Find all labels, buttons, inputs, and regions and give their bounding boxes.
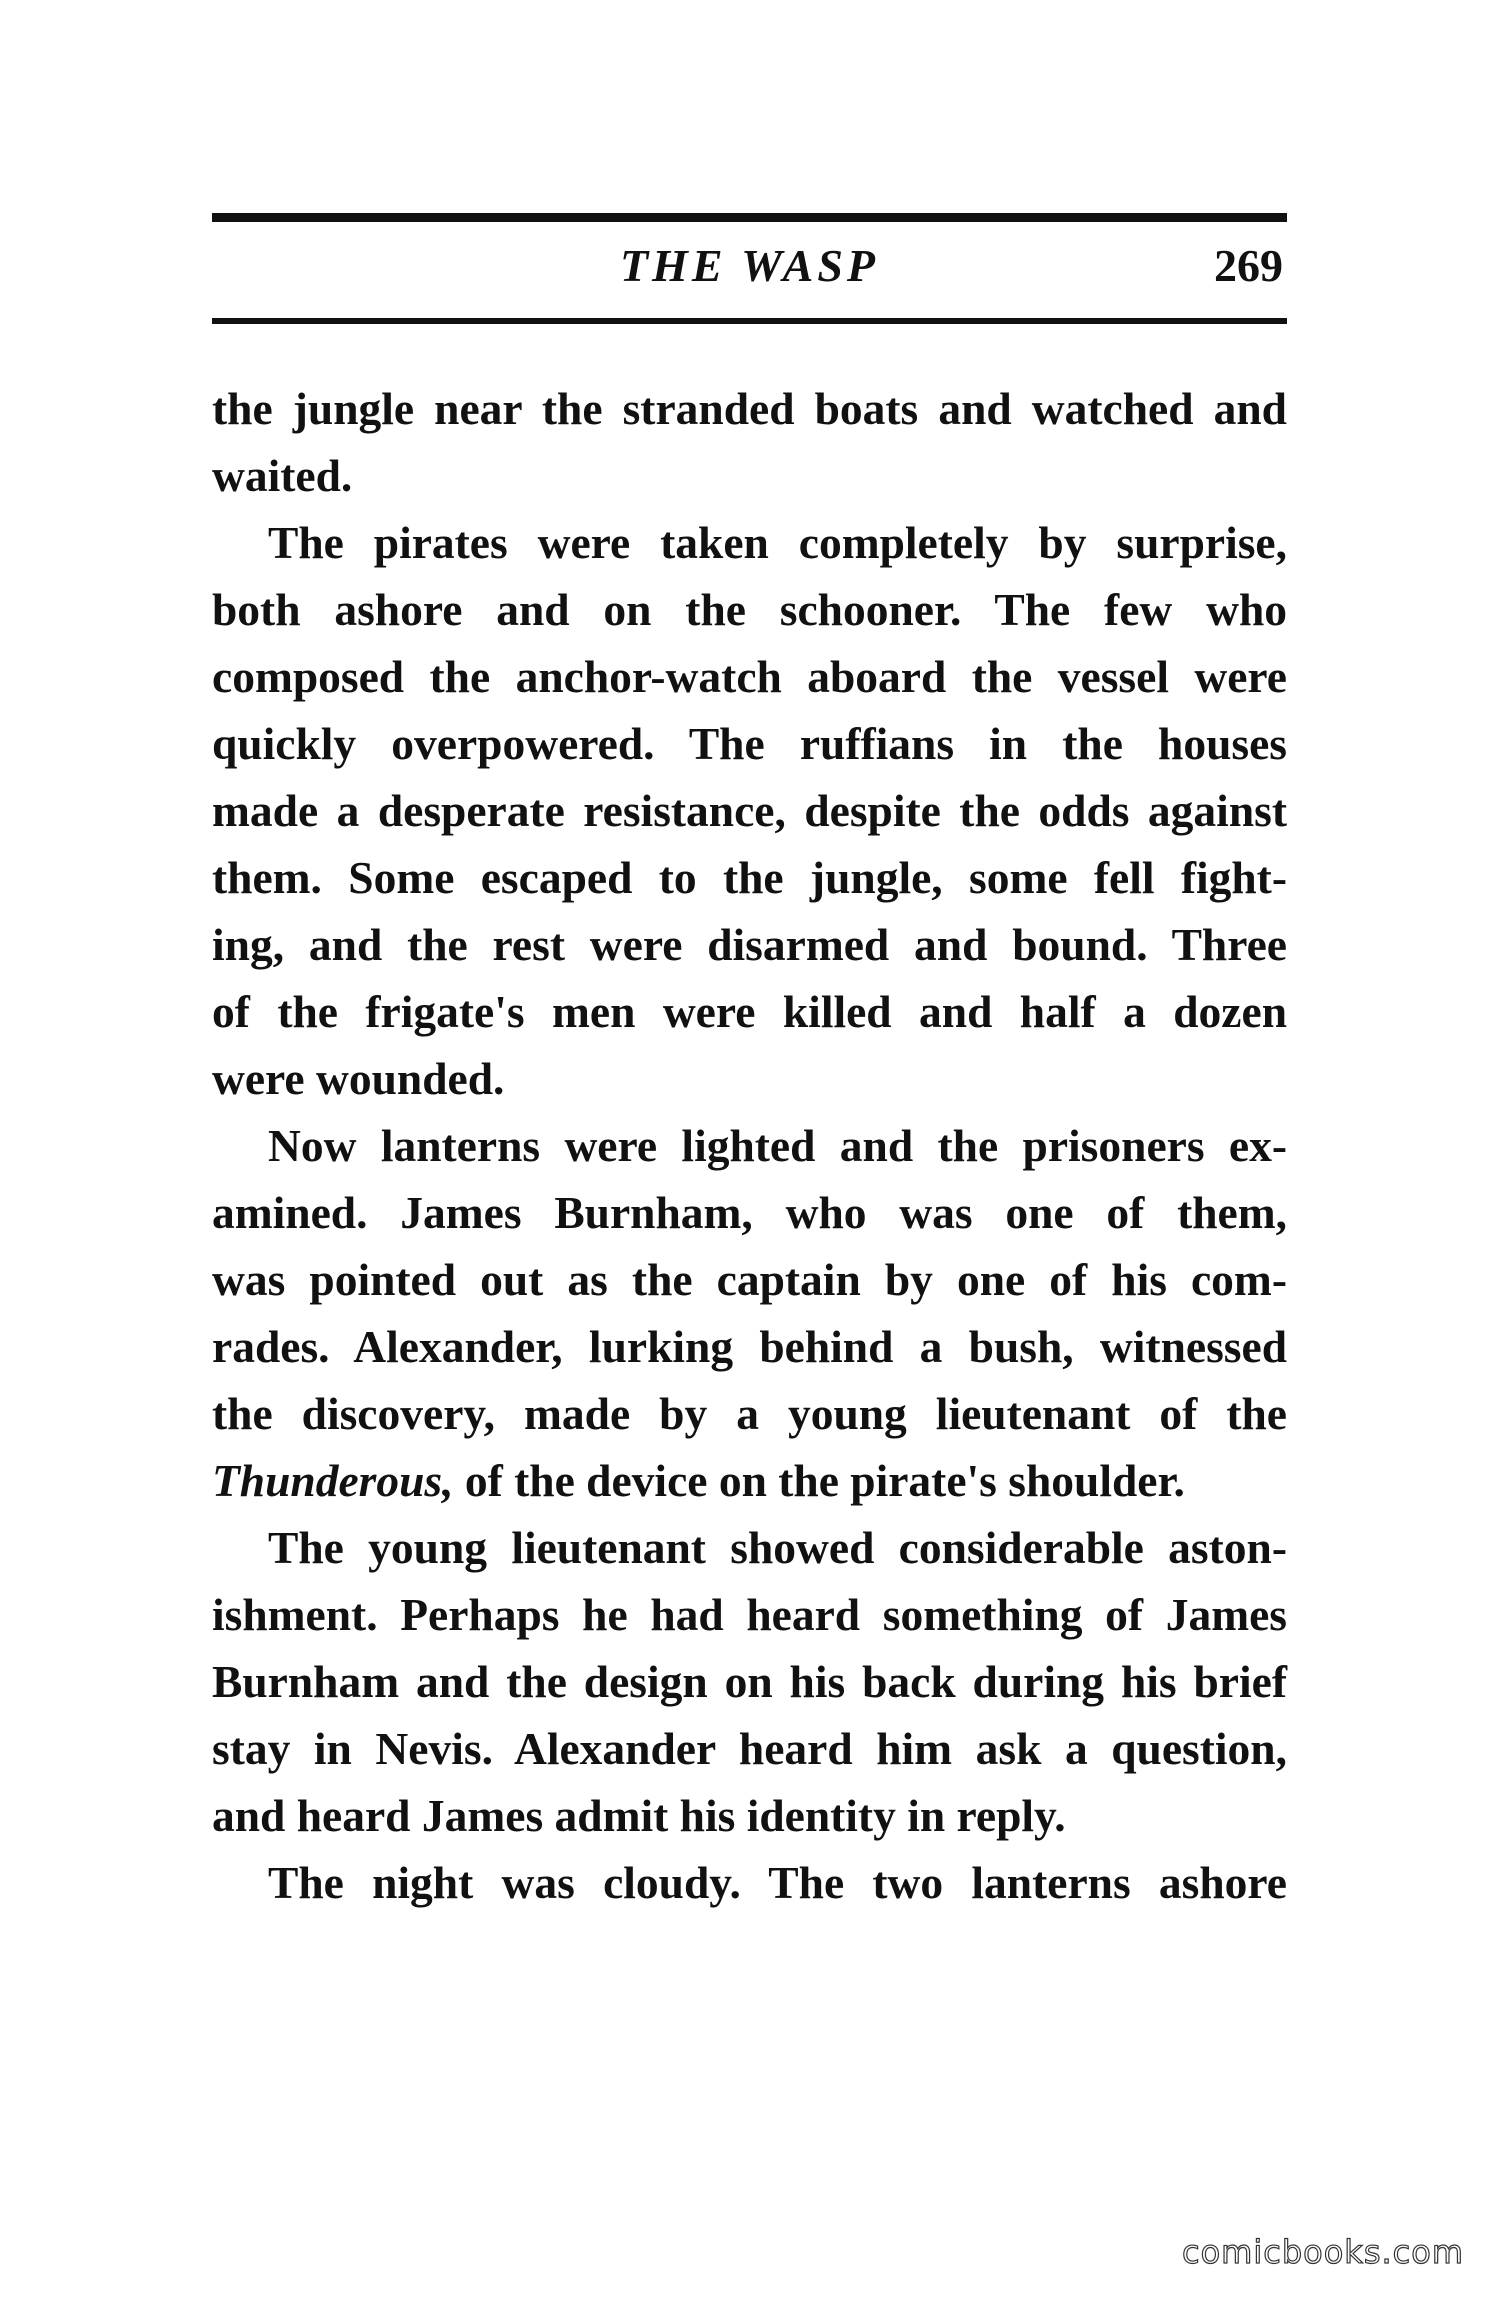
- running-head: [212, 236, 1287, 296]
- text-line: [212, 1447, 1287, 1514]
- text-line: ishment. Perhaps he had heard something of James: [212, 1589, 1287, 1640]
- text-line: stay in Nevis. Alexander heard him ask a question,: [212, 1723, 1287, 1774]
- running-title: THE WASP: [619, 240, 880, 291]
- text-line: amined. James Burnham, who was one of them,: [212, 1187, 1287, 1238]
- text-line: were wounded.: [212, 1053, 505, 1104]
- text-line: them. Some escaped to the jungle, some fell fight-: [212, 852, 1287, 903]
- text-line: waited.: [212, 450, 353, 501]
- text-line: The young lieutenant showed considerable aston-: [268, 1522, 1287, 1573]
- text-line: and heard James admit his identity in reply.: [212, 1790, 1066, 1841]
- text-line: The night was cloudy. The two lanterns ashore: [268, 1857, 1287, 1908]
- text-line: the discovery, made by a young lieutenant of the: [212, 1388, 1287, 1439]
- text-line: was pointed out as the captain by one of his com-: [212, 1254, 1287, 1305]
- watermark: comicbooks.com: [1181, 2233, 1464, 2271]
- text-line: of the frigate's men were killed and half a dozen: [212, 986, 1287, 1037]
- text-line: rades. Alexander, lurking behind a bush, witnessed: [212, 1321, 1287, 1372]
- text-line: The pirates were taken completely by surprise,: [268, 517, 1287, 568]
- text-line: made a desperate resistance, despite the odds against: [212, 785, 1287, 836]
- header-rule-top: [212, 213, 1287, 222]
- text-line-rest: of the device on the pirate's shoulder.: [464, 1455, 1185, 1506]
- text-line: ing, and the rest were disarmed and bound. Three: [212, 919, 1287, 970]
- text-line: the jungle near the stranded boats and watched and: [212, 383, 1287, 434]
- header-rule-bottom: [212, 318, 1287, 324]
- text-line: quickly overpowered. The ruffians in the houses: [212, 718, 1287, 769]
- text-line: Burnham and the design on his back during his brief: [212, 1656, 1287, 1707]
- ship-name: Thunderous,: [212, 1455, 454, 1506]
- text-line: composed the anchor-watch aboard the vessel were: [212, 651, 1287, 702]
- text-line: Now lanterns were lighted and the prisoners ex-: [268, 1120, 1287, 1171]
- text-line: both ashore and on the schooner. The few who: [212, 584, 1287, 635]
- page-number: 269: [1214, 240, 1283, 291]
- body-text: [212, 375, 1287, 1916]
